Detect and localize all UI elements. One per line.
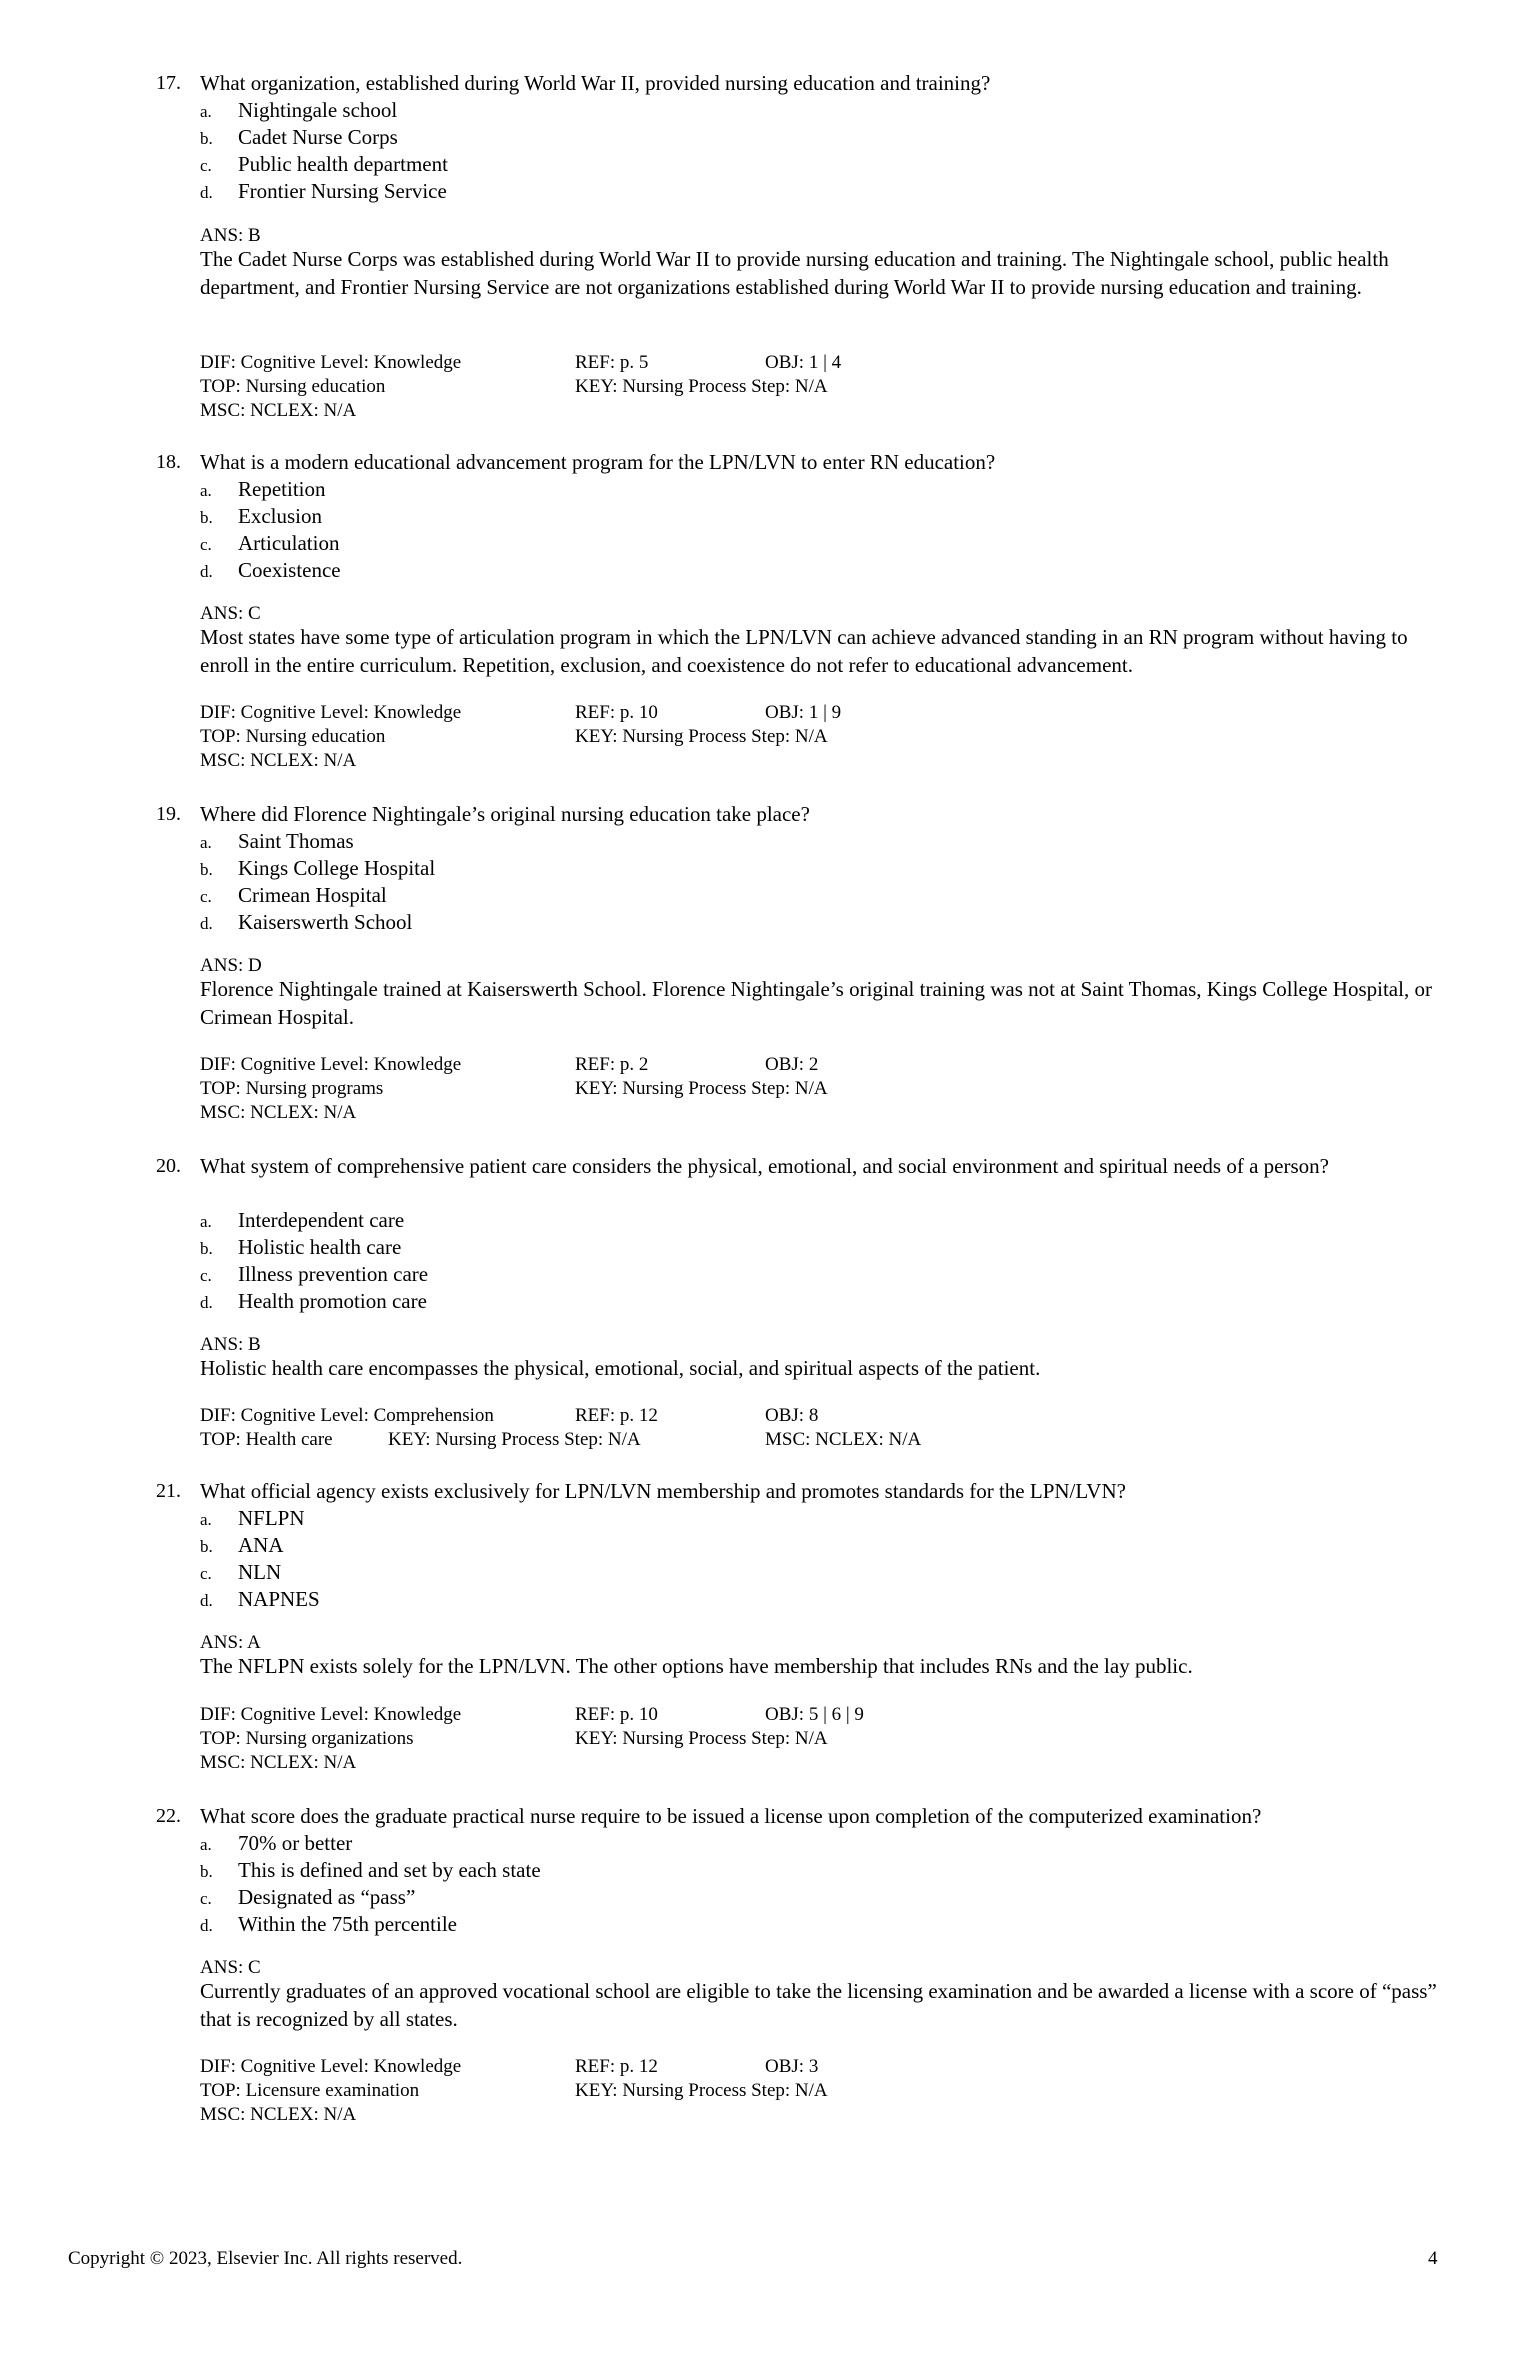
- keyword: KEY: Nursing Process Step: N/A: [575, 726, 828, 747]
- option-a: [200, 476, 1400, 503]
- option-text: Illness prevention care: [238, 1262, 429, 1286]
- option-a: [200, 97, 1400, 124]
- option-c: [200, 1261, 1400, 1288]
- option-a: [200, 1505, 1400, 1532]
- answer-key: ANS: B: [200, 225, 261, 246]
- option-d: [200, 557, 1400, 584]
- option-d: [200, 1586, 1400, 1613]
- question-number: 18.: [156, 451, 181, 473]
- option-c: [200, 1884, 1400, 1911]
- metadata: [200, 1703, 1300, 1775]
- rationale: The Cadet Nurse Corps was established during World War II to provide nursing education and training. The Nightingale school, public health department, and Frontier Nursing Service are not organizations established during World War II to provide nursing education and training.: [200, 247, 1389, 299]
- option-c: [200, 882, 1400, 909]
- topic: TOP: Health care: [200, 1429, 333, 1450]
- difficulty: DIF: Cognitive Level: Knowledge: [200, 1054, 462, 1075]
- reference: REF: p. 10: [575, 702, 658, 723]
- option-text: Coexistence: [238, 558, 341, 582]
- answer-options: [200, 97, 1400, 205]
- difficulty: DIF: Cognitive Level: Knowledge: [200, 2056, 462, 2077]
- answer-key: ANS: C: [200, 1957, 261, 1978]
- option-text: Exclusion: [238, 504, 322, 528]
- option-text: Articulation: [238, 531, 340, 555]
- objective: OBJ: 2: [765, 1054, 819, 1075]
- option-text: NAPNES: [238, 1587, 320, 1611]
- option-a: [200, 828, 1400, 855]
- option-letter: b.: [200, 1239, 213, 1258]
- rationale: The NFLPN exists solely for the LPN/LVN. The other options have membership that includes RNs and the lay public.: [200, 1654, 1193, 1678]
- option-text: Health promotion care: [238, 1289, 427, 1313]
- answer-options: [200, 1830, 1400, 1938]
- rationale: Holistic health care encompasses the physical, emotional, social, and spiritual aspects of the patient.: [200, 1356, 1041, 1380]
- option-letter: d.: [200, 562, 213, 581]
- keyword: KEY: Nursing Process Step: N/A: [575, 1728, 828, 1749]
- question-text: What organization, established during World War II, provided nursing education and training?: [200, 71, 991, 95]
- objective: OBJ: 1 | 9: [765, 702, 842, 723]
- misc: MSC: NCLEX: N/A: [200, 1102, 357, 1123]
- reference: REF: p. 5: [575, 352, 649, 373]
- option-letter: a.: [200, 1835, 212, 1854]
- answer-key: ANS: D: [200, 955, 262, 976]
- option-letter: a.: [200, 1510, 212, 1529]
- option-text: Frontier Nursing Service: [238, 179, 447, 203]
- option-letter: a.: [200, 481, 212, 500]
- topic: TOP: Nursing education: [200, 726, 386, 747]
- keyword: KEY: Nursing Process Step: N/A: [575, 1078, 828, 1099]
- option-letter: c.: [200, 156, 212, 175]
- option-b: [200, 855, 1400, 882]
- question-number: 21.: [156, 1480, 181, 1502]
- question-number: 22.: [156, 1805, 181, 1827]
- option-c: [200, 151, 1400, 178]
- option-text: Saint Thomas: [238, 829, 354, 853]
- option-text: Crimean Hospital: [238, 883, 387, 907]
- metadata: [200, 701, 1300, 773]
- option-letter: d.: [200, 1591, 213, 1610]
- option-text: Within the 75th percentile: [238, 1912, 458, 1936]
- option-letter: d.: [200, 183, 213, 202]
- objective: OBJ: 3: [765, 2056, 819, 2077]
- option-text: This is defined and set by each state: [238, 1858, 541, 1882]
- question-text: What is a modern educational advancement program for the LPN/LVN to enter RN education?: [200, 450, 996, 474]
- answer-options: [200, 1505, 1400, 1613]
- question-number: 17.: [156, 72, 181, 94]
- reference: REF: p. 12: [575, 1405, 658, 1426]
- option-d: [200, 909, 1400, 936]
- option-text: NLN: [238, 1560, 282, 1584]
- topic: TOP: Nursing programs: [200, 1078, 384, 1099]
- option-letter: c.: [200, 535, 212, 554]
- option-text: NFLPN: [238, 1506, 305, 1530]
- option-letter: d.: [200, 1293, 213, 1312]
- question-text: What system of comprehensive patient care considers the physical, emotional, and social environment and spiritual needs of a person?: [200, 1154, 1329, 1178]
- option-d: [200, 1288, 1400, 1315]
- rationale: Florence Nightingale trained at Kaiserswerth School. Florence Nightingale’s original training was not at Saint Thomas, Kings College Hospital, or Crimean Hospital.: [200, 977, 1432, 1029]
- option-letter: b.: [200, 508, 213, 527]
- topic: TOP: Nursing organizations: [200, 1728, 414, 1749]
- difficulty: DIF: Cognitive Level: Knowledge: [200, 352, 462, 373]
- difficulty: DIF: Cognitive Level: Comprehension: [200, 1405, 494, 1426]
- option-text: Public health department: [238, 152, 448, 176]
- topic: TOP: Licensure examination: [200, 2080, 420, 2101]
- option-text: ANA: [238, 1533, 284, 1557]
- difficulty: DIF: Cognitive Level: Knowledge: [200, 702, 462, 723]
- difficulty: DIF: Cognitive Level: Knowledge: [200, 1704, 462, 1725]
- option-text: 70% or better: [238, 1831, 353, 1855]
- option-text: Cadet Nurse Corps: [238, 125, 398, 149]
- option-letter: a.: [200, 833, 212, 852]
- option-c: [200, 530, 1400, 557]
- metadata: [200, 2055, 1300, 2127]
- answer-key: ANS: A: [200, 1632, 261, 1653]
- reference: REF: p. 12: [575, 2056, 658, 2077]
- keyword: KEY: Nursing Process Step: N/A: [388, 1429, 641, 1450]
- keyword: KEY: Nursing Process Step: N/A: [575, 376, 828, 397]
- metadata: [200, 351, 1300, 423]
- option-b: [200, 124, 1400, 151]
- option-d: [200, 178, 1400, 205]
- option-letter: c.: [200, 1889, 212, 1908]
- option-letter: b.: [200, 1862, 213, 1881]
- rationale: Most states have some type of articulation program in which the LPN/LVN can achieve advanced standing in an RN program without having to enroll in the entire curriculum. Repetition, exclusion, and coexistence do not refer to educational advancement.: [200, 625, 1408, 677]
- answer-options: [200, 476, 1400, 584]
- option-text: Repetition: [238, 477, 326, 501]
- question-number: 20.: [156, 1155, 181, 1177]
- metadata: [200, 1404, 1300, 1452]
- question-text: What score does the graduate practical nurse require to be issued a license upon completion of the computerized examination?: [200, 1804, 1262, 1828]
- option-text: Kings College Hospital: [238, 856, 436, 880]
- option-b: [200, 1532, 1400, 1559]
- question-text: Where did Florence Nightingale’s original nursing education take place?: [200, 802, 810, 826]
- misc: MSC: NCLEX: N/A: [200, 400, 357, 421]
- metadata: [200, 1053, 1300, 1125]
- option-a: [200, 1207, 1400, 1234]
- misc: MSC: NCLEX: N/A: [200, 1752, 357, 1773]
- option-text: Designated as “pass”: [238, 1885, 416, 1909]
- question-text: What official agency exists exclusively for LPN/LVN membership and promotes standards for the LPN/LVN?: [200, 1479, 1126, 1503]
- rationale: Currently graduates of an approved vocational school are eligible to take the licensing examination and be awarded a license with a score of “pass” that is recognized by all states.: [200, 1979, 1437, 2031]
- option-c: [200, 1559, 1400, 1586]
- option-letter: c.: [200, 1564, 212, 1583]
- misc: MSC: NCLEX: N/A: [200, 2104, 357, 2125]
- option-letter: b.: [200, 1537, 213, 1556]
- objective: OBJ: 5 | 6 | 9: [765, 1704, 864, 1725]
- misc: MSC: NCLEX: N/A: [765, 1429, 922, 1450]
- objective: OBJ: 1 | 4: [765, 352, 842, 373]
- answer-options: [200, 1207, 1400, 1315]
- misc: MSC: NCLEX: N/A: [200, 750, 357, 771]
- option-letter: d.: [200, 1916, 213, 1935]
- option-b: [200, 1234, 1400, 1261]
- option-letter: d.: [200, 914, 213, 933]
- option-text: Holistic health care: [238, 1235, 402, 1259]
- option-text: Nightingale school: [238, 98, 398, 122]
- option-text: Interdependent care: [238, 1208, 405, 1232]
- option-b: [200, 503, 1400, 530]
- option-letter: a.: [200, 102, 212, 121]
- reference: REF: p. 10: [575, 1704, 658, 1725]
- objective: OBJ: 8: [765, 1405, 819, 1426]
- option-letter: c.: [200, 887, 212, 906]
- page-number: 4: [1428, 2248, 1438, 2269]
- question-number: 19.: [156, 803, 181, 825]
- option-d: [200, 1911, 1400, 1938]
- option-text: Kaiserswerth School: [238, 910, 413, 934]
- option-letter: b.: [200, 860, 213, 879]
- answer-options: [200, 828, 1400, 936]
- option-b: [200, 1857, 1400, 1884]
- copyright-notice: Copyright © 2023, Elsevier Inc. All rights reserved.: [68, 2248, 463, 2269]
- reference: REF: p. 2: [575, 1054, 649, 1075]
- keyword: KEY: Nursing Process Step: N/A: [575, 2080, 828, 2101]
- option-letter: a.: [200, 1212, 212, 1231]
- option-letter: c.: [200, 1266, 212, 1285]
- topic: TOP: Nursing education: [200, 376, 386, 397]
- answer-key: ANS: C: [200, 603, 261, 624]
- option-a: [200, 1830, 1400, 1857]
- answer-key: ANS: B: [200, 1334, 261, 1355]
- option-letter: b.: [200, 129, 213, 148]
